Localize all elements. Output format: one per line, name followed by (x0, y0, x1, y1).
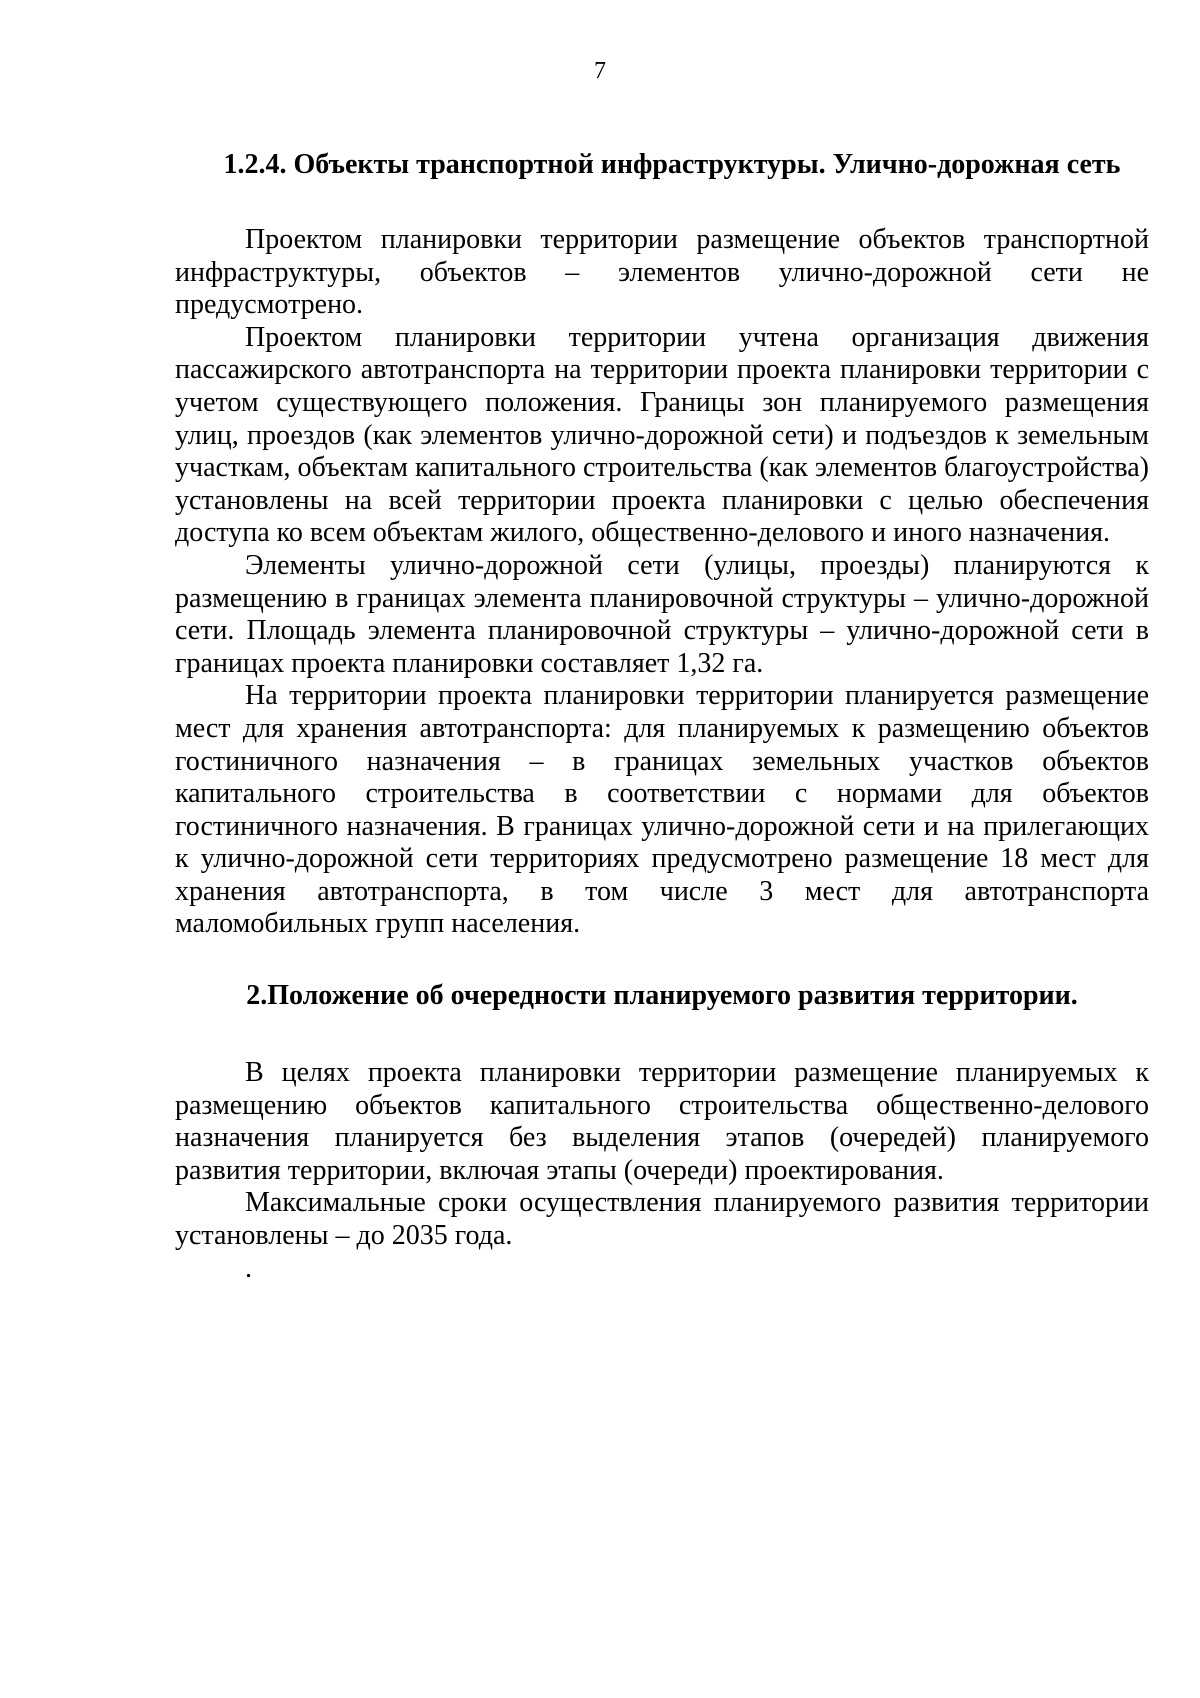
trailing-mark: . (245, 1252, 252, 1284)
section-phasing-text (175, 1057, 1149, 1285)
page-number: 7 (594, 58, 606, 84)
document-body (175, 148, 1149, 1285)
paragraph: Максимальные сроки осуществления планируемого развития территории установлены – до 2035 года. (175, 1187, 1149, 1252)
paragraph: На территории проекта планировки территории планируется размещение мест для хранения автотранспорта: для планируемых к размещению объектов гостиничного назначения – в границах земельных участков объектов капитального строительства в соответствии с нормами для объектов гостиничного назначения. В границах улично-дорожной сети и на прилегающих к улично-дорожной сети территориях предусмотрено размещение 18 мест для хранения автотранспорта, в том числе 3 мест для автотранспорта маломобильных групп населения. (175, 680, 1149, 940)
section-heading-transport: 1.2.4. Объекты транспортной инфраструктуры. Улично-дорожная сеть (223, 149, 1121, 180)
section-heading-phasing: 2.Положение об очередности планируемого развития территории. (246, 980, 1078, 1012)
paragraph: Проектом планировки территории размещение объектов транспортной инфраструктуры, объектов – элементов улично-дорожной сети не предусмотрено. (175, 224, 1149, 321)
paragraph: В целях проекта планировки территории размещение планируемых к размещению объектов капитального строительства общественно-делового назначения планируется без выделения этапов (очередей) планируемого развития территории, включая этапы (очереди) проектирования. (175, 1057, 1149, 1186)
paragraph: Проектом планировки территории учтена организация движения пассажирского автотранспорта на территории проекта планировки территории с учетом существующего положения. Границы зон планируемого размещения улиц, проездов (как элементов улично-дорожной сети) и подъездов к земельным участкам, объектам капитального строительства (как элементов благоустройства) установлены на всей территории проекта планировки с целью обеспечения доступа ко всем объектам жилого, общественно-делового и иного назначения. (175, 321, 1149, 549)
section-transport-text (175, 224, 1149, 941)
paragraph: Элементы улично-дорожной сети (улицы, проезды) планируются к размещению в границах элемента планировочной структуры – улично-дорожной сети. Площадь элемента планировочной структуры – улично-дорожной сети в границах проекта планировки составляет 1,32 га. (175, 549, 1149, 679)
